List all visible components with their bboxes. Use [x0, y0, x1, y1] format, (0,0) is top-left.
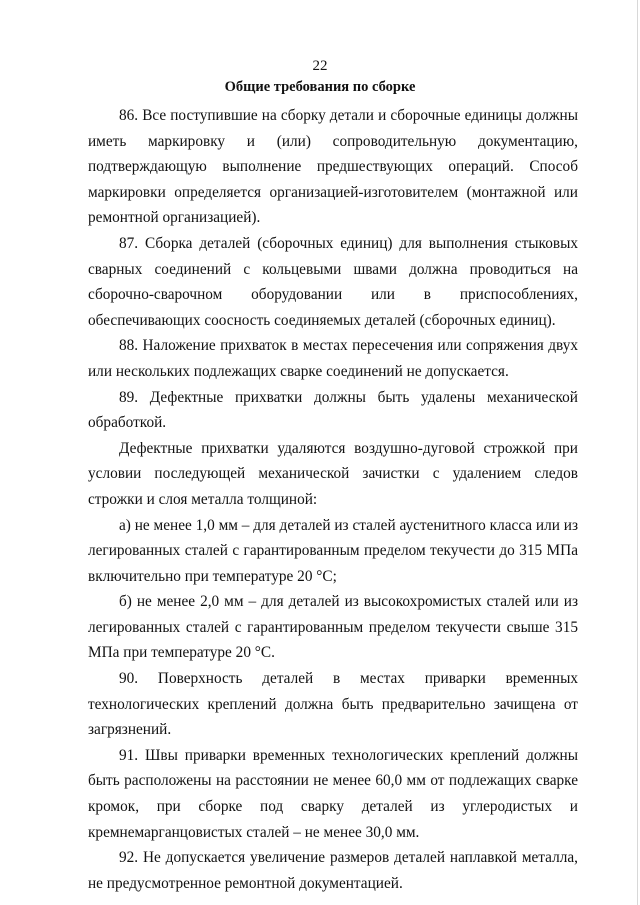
document-body — [88, 103, 578, 896]
paragraph-92: 92. Не допускается увеличение размеров деталей наплавкой металла, не предусмотренное ремонтной документацией. — [88, 849, 578, 892]
scan-edge-line — [637, 0, 638, 905]
paragraph-87: 87. Сборка деталей (сборочных единиц) для выполнения стыковых сварных соединений с кольцевыми швами должна проводиться на сборочно-сварочном оборудовании или в приспособлениях, обеспечивающих соосность соединяемых деталей (сборочных единиц). — [88, 234, 578, 329]
paragraph-90: 90. Поверхность деталей в местах приварки временных технологических креплений должна быть предварительно зачищена от загрязнений. — [88, 670, 578, 739]
section-title: Общие требования по сборке — [224, 79, 416, 95]
paragraph-89-continued: Дефектные прихватки удаляются воздушно-дуговой строжкой при условии последующей механической зачистки с удалением следов строжки и слоя металла толщиной: — [88, 439, 578, 508]
list-item-a: а) не менее 1,0 мм – для деталей из сталей аустенитного класса или из легированных сталей с гарантированным пределом текучести до 315 МПа включительно при температуре 20 °С; — [88, 516, 578, 585]
paragraph-86: 86. Все поступившие на сборку детали и сборочные единицы должны иметь маркировку и (или) сопроводительную документацию, подтверждающую выполнение предшествующих операций. Способ маркировки определяется организацией-изготовителем (монтажной или ремонтной организацией). — [88, 107, 578, 227]
paragraph-89: 89. Дефектные прихватки должны быть удалены механической обработкой. — [88, 388, 578, 432]
page-number: 22 — [312, 58, 328, 74]
paragraph-88: 88. Наложение прихваток в местах пересечения или сопряжения двух или нескольких подлежащих сварке соединений не допускается. — [88, 337, 578, 380]
paragraph-91: 91. Швы приварки временных технологических креплений должны быть расположены на расстоянии не менее 60,0 мм от подлежащих сварке кромок, при сборке под сварку деталей из углеродистых и кремнемарганцовистых сталей – не менее 30,0 мм. — [88, 746, 578, 841]
list-item-b: б) не менее 2,0 мм – для деталей из высокохромистых сталей или из легированных сталей с гарантированным пределом текучести свыше 315 МПа при температуре 20 °С. — [88, 593, 578, 662]
